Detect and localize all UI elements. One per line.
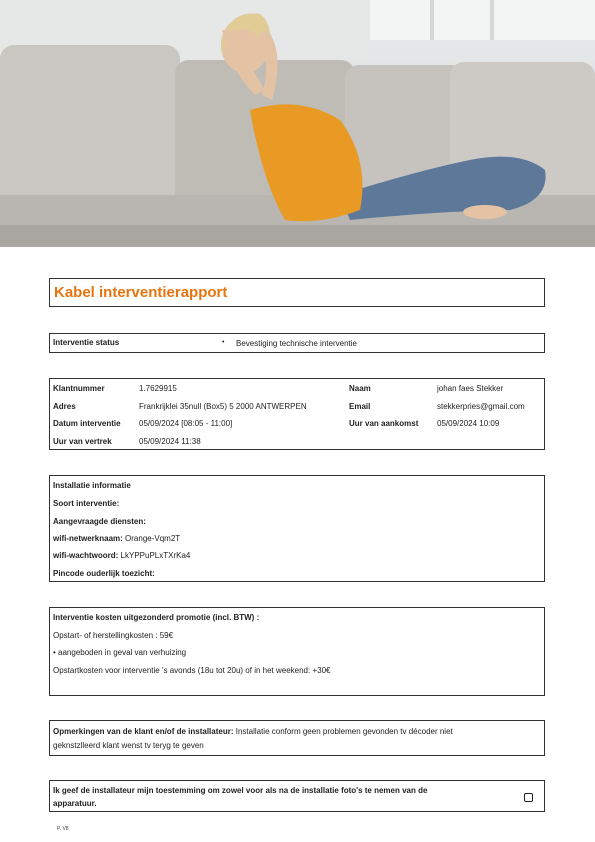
opmerkingen-line1: [53, 727, 453, 736]
vertrek-label: Uur van vertrek: [53, 437, 112, 446]
opmerkingen-text2: geknstzlleerd klant wenst tv teryg te geven: [53, 741, 204, 750]
adres-label: Adres: [53, 402, 76, 411]
client-box: [49, 378, 545, 450]
wifi-naam-row: [53, 534, 180, 543]
opmerkingen-text1: Installatie conform geen problemen gevonden tv décoder niet: [235, 727, 453, 736]
wifi-pw-row: [53, 551, 190, 560]
naam-value: johan faes Stekker: [437, 384, 504, 393]
adres-value: Frankrijklei 35null (Box5) 5 2000 ANTWERPEN: [139, 402, 307, 411]
aankomst-label: Uur van aankomst: [349, 419, 419, 428]
hero-image: [0, 0, 595, 247]
kosten-box: [49, 607, 545, 696]
email-value: stekkerpries@gmail.com: [437, 402, 525, 411]
wifi-pw-value: LkYPPuPLxTXrKa4: [120, 551, 191, 560]
wifi-pw-label: wifi-wachtwoord:: [53, 551, 119, 560]
status-box: [49, 333, 545, 353]
page-code: P. V8: [57, 826, 69, 832]
installatie-title: Installatie informatie: [53, 481, 131, 490]
toestemming-line2: apparatuur.: [53, 799, 97, 808]
soort-label: Soort interventie:: [53, 499, 120, 508]
klantnummer-label: Klantnummer: [53, 384, 105, 393]
vertrek-value: 05/09/2024 11:38: [139, 437, 201, 446]
kosten-line1: Opstart- of herstellingkosten : 59€: [53, 631, 174, 640]
datum-value: 05/09/2024 [08:05 - 11:00]: [139, 419, 233, 428]
aankomst-value: 05/09/2024 10:09: [437, 419, 500, 428]
toestemming-box: [49, 780, 545, 812]
report-title: Kabel interventierapport: [54, 284, 228, 301]
datum-label: Datum interventie: [53, 419, 121, 428]
pincode-label: Pincode ouderlijk toezicht:: [53, 569, 155, 578]
kosten-title: Interventie kosten uitgezonderd promotie (incl. BTW) :: [53, 613, 260, 622]
hero-illustration: [0, 0, 595, 247]
kosten-line3: Opstartkosten voor interventie 's avonds (18u tot 20u) of in het weekend: +30€: [53, 666, 331, 675]
wifi-naam-label: wifi-netwerknaam:: [53, 534, 123, 543]
naam-label: Naam: [349, 384, 371, 393]
status-label: Interventie status: [53, 338, 120, 347]
toestemming-line1: Ik geef de installateur mijn toestemming om zowel voor als na de installatie foto's te nemen van de: [53, 786, 428, 795]
email-label: Email: [349, 402, 371, 411]
diensten-label: Aangevraagde diensten:: [53, 517, 146, 526]
status-value: Bevestiging technische interventie: [236, 339, 357, 348]
title-box: [49, 278, 545, 307]
toestemming-checkbox[interactable]: [524, 793, 533, 802]
status-bullet: •: [222, 339, 225, 346]
wifi-naam-value: Orange-Vqm2T: [125, 534, 181, 543]
installatie-box: [49, 475, 545, 582]
opmerkingen-box: [49, 720, 545, 756]
opmerkingen-label: Opmerkingen van de klant en/of de installateur:: [53, 727, 234, 736]
klantnummer-value: 1.7629915: [139, 384, 177, 393]
kosten-line2: • aangeboden in geval van verhuizing: [53, 648, 187, 657]
